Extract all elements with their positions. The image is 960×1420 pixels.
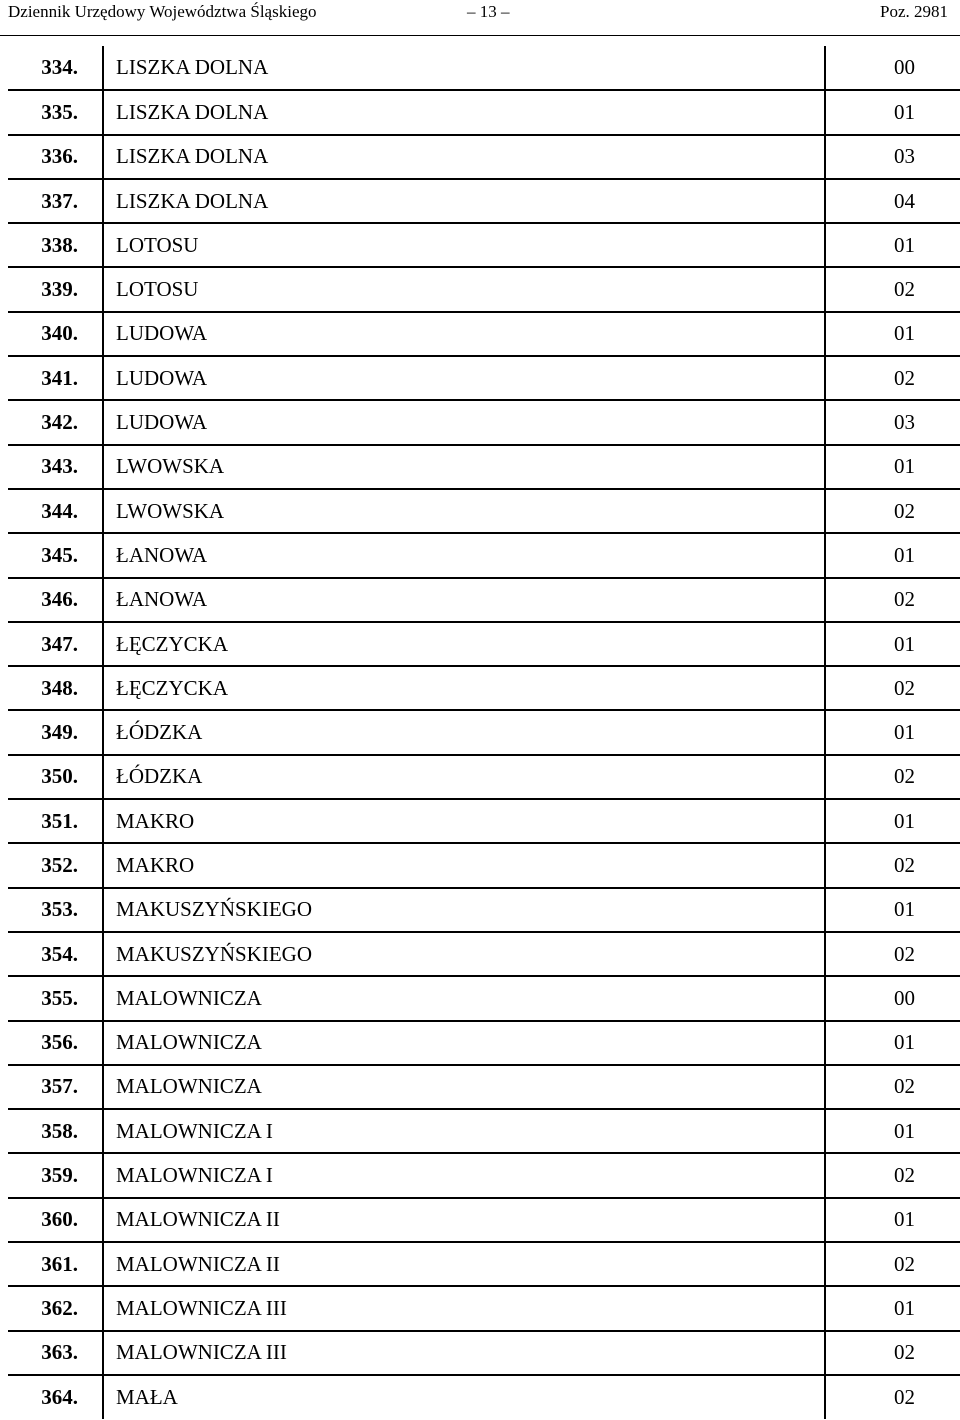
street-name: MALOWNICZA I [103,1153,825,1197]
street-name: MALOWNICZA II [103,1242,825,1286]
street-code: 02 [894,1163,915,1188]
table-row [8,1109,960,1153]
street-name: LISZKA DOLNA [103,179,825,223]
table-row [8,888,960,932]
row-number: 357. [8,1065,103,1109]
table-row [8,1153,960,1197]
table-row [8,312,960,356]
table-row [8,533,960,577]
row-number: 355. [8,976,103,1020]
row-number: 338. [8,223,103,267]
street-code: 01 [894,808,915,833]
row-number: 335. [8,90,103,134]
table-row [8,356,960,400]
street-name: LUDOWA [103,400,825,444]
street-code: 02 [894,764,915,789]
street-code: 02 [894,941,915,966]
street-name: MAKUSZYŃSKIEGO [103,932,825,976]
row-number: 359. [8,1153,103,1197]
street-name: MALOWNICZA [103,1021,825,1065]
street-name: MALOWNICZA [103,976,825,1020]
row-number: 345. [8,533,103,577]
street-code: 01 [894,1295,915,1320]
table-row [8,135,960,179]
row-number: 348. [8,666,103,710]
street-name: ŁĘCZYCKA [103,666,825,710]
table-row [8,179,960,223]
row-number: 339. [8,267,103,311]
row-number: 342. [8,400,103,444]
street-name: MAKRO [103,843,825,887]
street-name: LISZKA DOLNA [103,90,825,134]
street-name: LISZKA DOLNA [103,135,825,179]
row-number: 356. [8,1021,103,1065]
street-code: 02 [894,852,915,877]
page-number: – 13 – [467,2,510,21]
street-name: LISZKA DOLNA [103,46,825,90]
street-code: 02 [894,587,915,612]
table-row [8,489,960,533]
street-name: LWOWSKA [103,489,825,533]
journal-title: Dziennik Urzędowy Województwa Śląskiego [8,2,317,21]
row-number: 340. [8,312,103,356]
table-row [8,666,960,710]
table-row [8,799,960,843]
street-code: 03 [894,144,915,169]
table-row [8,578,960,622]
street-name: ŁANOWA [103,533,825,577]
street-name: LUDOWA [103,356,825,400]
row-number: 336. [8,135,103,179]
table-row [8,1375,960,1419]
street-name: MALOWNICZA III [103,1286,825,1330]
table-row [8,622,960,666]
street-code: 02 [894,365,915,390]
table-row [8,710,960,754]
street-code: 00 [894,985,915,1010]
row-number: 341. [8,356,103,400]
table-row [8,755,960,799]
street-name: MALOWNICZA I [103,1109,825,1153]
row-number: 343. [8,445,103,489]
row-number: 353. [8,888,103,932]
street-name: MALOWNICZA II [103,1198,825,1242]
street-code: 04 [894,188,915,213]
street-name: ŁÓDZKA [103,710,825,754]
row-number: 347. [8,622,103,666]
row-number: 349. [8,710,103,754]
table-row [8,90,960,134]
street-name: ŁĘCZYCKA [103,622,825,666]
row-number: 361. [8,1242,103,1286]
table-row [8,932,960,976]
street-code: 02 [894,1251,915,1276]
table-row [8,400,960,444]
table-row [8,46,960,90]
table-row [8,1198,960,1242]
street-code: 01 [894,1030,915,1055]
row-number: 351. [8,799,103,843]
street-name: LOTOSU [103,223,825,267]
street-code: 01 [894,631,915,656]
street-code: 01 [894,542,915,567]
street-code: 01 [894,232,915,257]
row-number: 362. [8,1286,103,1330]
street-name: ŁÓDZKA [103,755,825,799]
page-header [0,0,960,36]
street-code: 02 [894,277,915,302]
street-code: 02 [894,1385,915,1410]
street-name: MAKRO [103,799,825,843]
street-name: LOTOSU [103,267,825,311]
street-code: 02 [894,675,915,700]
street-code: 00 [894,55,915,80]
row-number: 364. [8,1375,103,1419]
table-row [8,1331,960,1375]
street-name: LUDOWA [103,312,825,356]
street-name: MALOWNICZA [103,1065,825,1109]
street-name: MAŁA [103,1375,825,1419]
street-code: 03 [894,410,915,435]
table-row [8,223,960,267]
street-code: 01 [894,321,915,346]
position-number: Poz. 2981 [880,2,948,21]
table-row [8,1065,960,1109]
row-number: 358. [8,1109,103,1153]
row-number: 350. [8,755,103,799]
street-code: 01 [894,897,915,922]
row-number: 363. [8,1331,103,1375]
row-number: 344. [8,489,103,533]
street-code: 02 [894,1340,915,1365]
street-code: 01 [894,99,915,124]
table-row [8,1286,960,1330]
row-number: 360. [8,1198,103,1242]
table-row [8,1242,960,1286]
row-number: 352. [8,843,103,887]
street-code: 02 [894,1074,915,1099]
street-code: 01 [894,1207,915,1232]
street-code: 01 [894,720,915,745]
street-code: 01 [894,1118,915,1143]
row-number: 346. [8,578,103,622]
street-name: MAKUSZYŃSKIEGO [103,888,825,932]
street-code: 01 [894,454,915,479]
table-row [8,976,960,1020]
row-number: 334. [8,46,103,90]
table-row [8,267,960,311]
table-row [8,1021,960,1065]
street-name: ŁANOWA [103,578,825,622]
street-name: LWOWSKA [103,445,825,489]
street-table [8,46,960,1419]
street-name: MALOWNICZA III [103,1331,825,1375]
table-row [8,445,960,489]
row-number: 354. [8,932,103,976]
row-number: 337. [8,179,103,223]
street-code: 02 [894,498,915,523]
table-row [8,843,960,887]
